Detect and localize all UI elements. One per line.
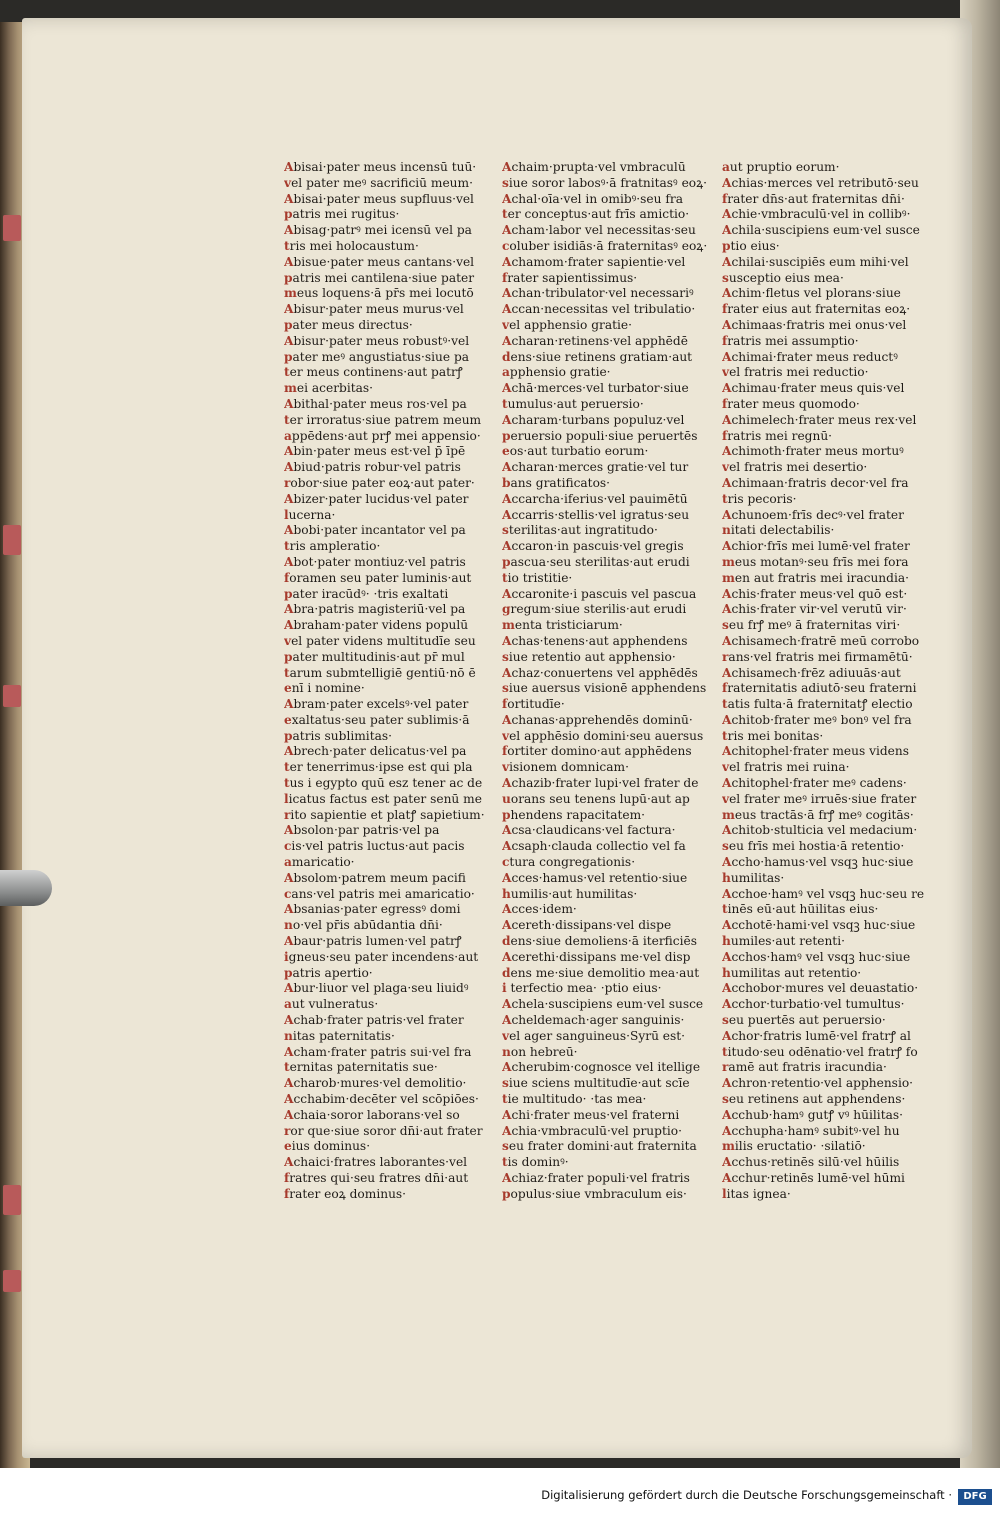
- text-line: pater meꝰ angustiatus·siue pa: [284, 349, 470, 364]
- text-line: humilitas·: [722, 870, 785, 885]
- text-line: aut vulneratus·: [284, 997, 379, 1012]
- text-line: mei acerbitas·: [284, 381, 374, 396]
- text-line: populus·siue vmbraculum eis·: [502, 1186, 687, 1201]
- text-line: Accarris·stellis·vel igratus·seu: [502, 507, 690, 522]
- text-line: Acchub·hamꝰ gutꝭ vꝰ hūilitas·: [722, 1107, 903, 1122]
- page-tab-marker: [3, 525, 21, 555]
- text-line: litas ignea·: [722, 1186, 791, 1201]
- text-line: humilis·aut humilitas·: [502, 886, 638, 901]
- text-line: meus tractās·ā frꝭ meꝰ cogitās·: [722, 807, 914, 822]
- text-line: Achitophel·frater meus videns: [722, 744, 909, 759]
- text-line: gregum·siue sterilis·aut erudi: [502, 602, 687, 617]
- text-line: Achisamech·frēz adiuuās·aut: [722, 665, 901, 680]
- text-line: Achamom·frater sapientie·vel: [502, 254, 686, 269]
- text-line: enī i nomine·: [284, 681, 365, 696]
- text-line: vel ager sanguineus·Syrū est·: [502, 1028, 686, 1043]
- text-line: Achia·vmbraculū·vel pruptio·: [502, 1123, 682, 1138]
- text-line: humiles·aut retenti·: [722, 934, 845, 949]
- text-line: Acchupha·hamꝰ subitꝰ·vel hu: [722, 1123, 900, 1138]
- text-line: Accho·hamus·vel vsqꝫ huc·siue: [722, 855, 914, 870]
- text-line: Achitophel·frater meꝰ cadens·: [722, 776, 907, 791]
- text-line: Achunoem·frīs decꝰ·vel frater: [722, 507, 904, 522]
- text-line: Absolon·par patris·vel pa: [284, 823, 440, 838]
- dfg-logo: DFG: [958, 1489, 992, 1505]
- text-line: Achimelech·frater meus rex·vel: [722, 412, 917, 427]
- text-line: humilitas aut retentio·: [722, 965, 862, 980]
- text-line: tus i egypto quū esz tener ac de: [284, 776, 483, 791]
- text-line: cis·vel patris luctus·aut pacis: [284, 839, 465, 854]
- text-line: ctura congregationis·: [502, 855, 636, 870]
- text-line: tatis fulta·ā fraternitatꝭ electio: [722, 697, 913, 712]
- text-line: patris mei cantilena·siue pater: [284, 270, 475, 285]
- text-line: Achaz·conuertens vel apphēdēs: [502, 665, 698, 680]
- text-line: sterilitas·aut ingratitudo·: [502, 523, 658, 538]
- text-line: Achis·frater vir·vel verutū vir·: [722, 602, 907, 617]
- page-tab-marker: [3, 215, 21, 241]
- text-line: Accarcha·iferius·vel pauimētū: [502, 491, 688, 506]
- text-line: Achitob·stulticia vel medacium·: [722, 823, 918, 838]
- text-line: Achimai·frater meus reductꝰ: [722, 349, 898, 364]
- text-line: Achisamech·fratrē meū corrobo: [722, 633, 920, 648]
- text-line: ptio eius·: [722, 238, 780, 253]
- text-line: Achan·tribulator·vel necessariꝰ: [502, 286, 694, 301]
- text-line: Achas·tenens·aut apphendens: [502, 633, 688, 648]
- text-line: siue auersus visionē apphendens: [502, 681, 707, 696]
- text-line: Acchor·turbatio·vel tumultus·: [722, 997, 905, 1012]
- text-line: seu frater domini·aut fraternita: [502, 1139, 697, 1154]
- text-line: fortitudīe·: [502, 697, 565, 712]
- text-line: Achaia·soror laborans·vel so: [284, 1107, 460, 1122]
- text-line: robor·siue pater eoꝝ·aut pater·: [284, 475, 475, 490]
- text-line: Accaronite·i pascuis vel pascua: [502, 586, 697, 601]
- text-line: tis dominꝰ·: [502, 1155, 569, 1170]
- text-line: aut pruptio eorum·: [722, 160, 840, 174]
- text-line: vel fratris mei desertio·: [722, 460, 868, 475]
- text-line: fratris mei assumptio·: [722, 333, 859, 348]
- text-line: meus loquens·ā pr̄s mei locutō: [284, 286, 474, 301]
- text-column-left: [284, 160, 499, 1203]
- text-line: Achanas·apprehendēs dominū·: [502, 712, 693, 727]
- text-line: Achal·oīa·vel in omibꝰ·seu fra: [502, 191, 683, 206]
- text-line: Abiud·patris robur·vel patris: [284, 460, 461, 475]
- footer-credit: Digitalisierung gefördert durch die Deutsche Forschungsgemeinschaft ·: [541, 1488, 952, 1502]
- text-line: frater eoꝝ dominus·: [284, 1186, 407, 1201]
- text-line: Acharob·mures·vel demolitio·: [284, 1076, 467, 1091]
- text-line: Absolom·patrem meum pacifi: [284, 870, 466, 885]
- text-line: Achimoth·frater meus mortuꝰ: [722, 444, 904, 459]
- text-line: Acerethi·dissipans me·vel disp: [502, 949, 691, 964]
- text-line: Acsa·claudicans·vel factura·: [502, 823, 676, 838]
- text-line: frater sapientissimus·: [502, 270, 638, 285]
- text-line: Abur·liuor vel plaga·seu liuidꝰ: [284, 981, 469, 996]
- page-tab-marker: [3, 685, 21, 707]
- text-line: Achiaz·frater populi·vel fratris: [502, 1171, 690, 1185]
- text-line: vel frater meꝰ irruēs·siue frater: [722, 791, 917, 806]
- text-line: Achias·merces vel retributō·seu: [722, 175, 919, 190]
- text-line: no·vel pr̄is abūdantia dn̄i·: [284, 918, 443, 933]
- text-line: Abithal·pater meus ros·vel pa: [284, 396, 467, 411]
- text-line: ter conceptus·aut frīs amictio·: [502, 207, 690, 222]
- text-line: seu puertēs aut peruersio·: [722, 1013, 886, 1028]
- text-line: Abin·pater meus est·vel p̄ īpē: [284, 444, 466, 459]
- text-line: seu frīs mei hostia·ā retentio·: [722, 839, 905, 854]
- book-clip: [0, 870, 52, 906]
- text-line: fratres qui·seu fratres dn̄i·aut: [284, 1171, 469, 1185]
- text-line: susceptio eius mea·: [722, 270, 844, 285]
- text-line: Acharan·merces gratie·vel tur: [502, 460, 689, 475]
- text-line: Abisai·pater meus supfluus·vel: [284, 191, 474, 206]
- text-line: Achitob·frater meꝰ bonꝰ vel fra: [722, 712, 912, 727]
- text-line: Abrech·pater delicatus·vel pa: [284, 744, 467, 759]
- text-line: fraternitatis adiutō·seu fraterni: [722, 681, 917, 696]
- text-line: Achela·suscipiens eum·vel susce: [502, 997, 704, 1012]
- text-line: foramen seu pater luminis·aut: [284, 570, 472, 585]
- text-line: Achila·suscipiens eum·vel susce: [722, 223, 920, 238]
- text-line: Abisag·patrꝰ mei icensū vel pa: [284, 223, 472, 238]
- text-line: Acharan·retinens·vel apphēdē: [502, 333, 688, 348]
- text-line: coluber isidiās·ā fraternitasꝰ eoꝝ·: [502, 238, 708, 253]
- text-line: Achazib·frater lupi·vel frater de: [502, 776, 699, 791]
- text-line: eius dominus·: [284, 1139, 371, 1154]
- text-line: Abaur·patris lumen·vel patrꝭ: [284, 934, 462, 949]
- page-tab-marker: [3, 1185, 21, 1215]
- text-line: Acham·frater patris sui·vel fra: [284, 1044, 472, 1059]
- text-column-middle: [502, 160, 717, 1203]
- text-line: Acham·labor vel necessitas·seu: [502, 223, 696, 238]
- text-line: ror que·siue soror dn̄i·aut frater: [284, 1123, 483, 1138]
- text-line: Achim·fletus vel plorans·siue: [722, 286, 901, 301]
- text-line: Absanias·pater egressꝰ domi: [284, 902, 461, 917]
- text-line: dens·siue retinens gratiam·aut: [502, 349, 693, 364]
- text-line: Achab·frater patris·vel frater: [284, 1013, 464, 1028]
- text-line: seu frꝭ meꝰ ā fraternitas viri·: [722, 618, 901, 633]
- text-line: titudo·seu odēnatio·vel fratrꝭ fo: [722, 1044, 918, 1059]
- text-line: Acharam·turbans populuz·vel: [502, 412, 685, 427]
- text-line: dens·siue demoliens·ā iterficiēs: [502, 934, 697, 949]
- text-line: ter irroratus·siue patrem meum: [284, 412, 482, 427]
- text-line: Achaici·fratres laborantes·vel: [284, 1155, 468, 1170]
- text-line: rito sapientie et platꝭ sapietium·: [284, 807, 485, 822]
- text-line: ter tenerrimus·ipse est qui pla: [284, 760, 473, 775]
- text-line: vel apphensio gratie·: [502, 317, 632, 332]
- text-line: igneus·seu pater incendens·aut: [284, 949, 479, 964]
- text-line: Acces·idem·: [502, 902, 577, 917]
- text-line: ter meus continens·aut patrꝭ: [284, 365, 463, 380]
- text-line: Accan·necessitas vel tribulatio·: [502, 302, 696, 317]
- text-line: Acherubim·cognosce vel itellige: [502, 1060, 701, 1075]
- text-line: Acsaph·clauda collectio vel fa: [502, 839, 686, 854]
- text-line: fortiter domino·aut apphēdens: [502, 744, 692, 759]
- text-line: rans·vel fratris mei firmamētū·: [722, 649, 913, 664]
- text-line: siue retentio aut apphensio·: [502, 649, 676, 664]
- text-line: vel fratris mei reductio·: [722, 365, 869, 380]
- footer-bar: [0, 1468, 1000, 1516]
- text-line: Acereth·dissipans·vel dispe: [502, 918, 672, 933]
- text-line: vel pater meꝰ sacrificiū meum·: [284, 175, 473, 190]
- text-line: Abisur·pater meus murus·vel: [284, 302, 464, 317]
- text-line: Achā·merces·vel turbator·siue: [502, 381, 689, 396]
- text-line: vel apphēsio domini·seu auersus: [502, 728, 704, 743]
- text-line: Acchabim·decēter vel scōpiōes·: [284, 1092, 479, 1107]
- text-line: patris mei rugitus·: [284, 207, 400, 222]
- text-line: Achimaan·fratris decor·vel fra: [722, 475, 909, 490]
- text-line: frater eius aut fraternitas eoꝝ·: [722, 302, 911, 317]
- page-tab-marker: [3, 1270, 21, 1292]
- text-line: nitas paternitatis·: [284, 1028, 395, 1043]
- text-line: Acchur·retinēs lumē·vel hūmi: [722, 1171, 905, 1185]
- text-line: Abisur·pater meus robustꝰ·vel: [284, 333, 470, 348]
- text-line: Abizer·pater lucidus·vel pater: [284, 491, 469, 506]
- text-line: non hebreū·: [502, 1044, 578, 1059]
- text-line: Achis·frater meus·vel quō est·: [722, 586, 908, 601]
- text-line: Achron·retentio·vel apphensio·: [722, 1076, 914, 1091]
- text-line: Acchos·hamꝰ vel vsqꝫ huc·siue: [722, 949, 911, 964]
- text-line: tinēs eū·aut hūilitas eius·: [722, 902, 879, 917]
- text-line: tris pecoris·: [722, 491, 797, 506]
- text-line: cans·vel patris mei amaricatio·: [284, 886, 475, 901]
- text-line: patris sublimitas·: [284, 728, 392, 743]
- text-line: Abot·pater montiuz·vel patris: [284, 554, 466, 569]
- text-line: licatus factus est pater senū me: [284, 791, 482, 806]
- text-line: menta tristiciarum·: [502, 618, 623, 633]
- text-line: nitati delectabilis·: [722, 523, 835, 538]
- text-line: lucerna·: [284, 507, 336, 522]
- text-line: phendens rapacitatem·: [502, 807, 646, 822]
- text-line: tumulus·aut peruersio·: [502, 396, 644, 411]
- text-line: dens me·siue demolitio mea·aut: [502, 965, 700, 980]
- text-line: Acheldemach·ager sanguinis·: [502, 1013, 685, 1028]
- text-line: vel pater videns multitudīe seu: [284, 633, 476, 648]
- text-line: Achi·frater meus·vel fraterni: [502, 1107, 680, 1122]
- text-line: amaricatio·: [284, 855, 355, 870]
- text-line: Acchus·retinēs silū·vel hūilis: [722, 1155, 900, 1170]
- text-line: exaltatus·seu pater sublimis·ā: [284, 712, 470, 727]
- text-line: Accaron·in pascuis·vel gregis: [502, 539, 684, 554]
- text-line: frater dn̄s·aut fraternitas dn̄i·: [722, 191, 905, 206]
- text-line: eos·aut turbatio eorum·: [502, 444, 649, 459]
- text-line: ramē aut fratris iracundia·: [722, 1060, 887, 1075]
- text-line: Achimau·frater meus quis·vel: [722, 381, 905, 396]
- text-line: Achior·frīs mei lumē·vel frater: [722, 539, 910, 554]
- text-line: Achor·fratris lumē·vel fratrꝭ al: [722, 1028, 911, 1043]
- text-line: tris ampleratio·: [284, 539, 381, 554]
- text-line: apphensio gratie·: [502, 365, 611, 380]
- text-line: Abisue·pater meus cantans·vel: [284, 254, 475, 269]
- text-line: tie multitudo· ·tas mea·: [502, 1092, 647, 1107]
- text-line: i terfectio mea· ·ptio eius·: [502, 981, 662, 996]
- text-line: tarum submtelligiē gentiū·nō ē: [284, 665, 476, 680]
- text-line: pater meus directus·: [284, 317, 413, 332]
- text-line: visionem domnicam·: [502, 760, 629, 775]
- text-line: patris apertio·: [284, 965, 373, 980]
- text-line: seu retinens aut apphendens·: [722, 1092, 906, 1107]
- text-line: Acchotē·hami·vel vsqꝫ huc·siue: [722, 918, 916, 933]
- text-line: pater iracūdꝰ· ·tris exaltati: [284, 586, 449, 601]
- text-line: tris mei holocaustum·: [284, 238, 419, 253]
- text-line: Abisai·pater meus incensū tuū·: [284, 160, 477, 174]
- text-line: Acchobor·mures vel deuastatio·: [722, 981, 919, 996]
- text-line: milis eructatio· ·silatiō·: [722, 1139, 866, 1154]
- text-line: Achimaas·fratris mei onus·vel: [722, 317, 907, 332]
- text-line: pascua·seu sterilitas·aut erudi: [502, 554, 690, 569]
- text-line: Acces·hamus·vel retentio·siue: [502, 870, 688, 885]
- text-line: Achie·vmbraculū·vel in collibꝰ·: [722, 207, 911, 222]
- text-line: pater multitudinis·aut pr̄ mul: [284, 649, 465, 664]
- text-line: bans gratificatos·: [502, 475, 611, 490]
- text-line: appēdens·aut prꝭ mei appensio·: [284, 428, 481, 443]
- text-line: Acchoe·hamꝰ vel vsqꝫ huc·seu re: [722, 886, 925, 901]
- text-line: Abram·pater excelsꝰ·vel pater: [284, 697, 469, 712]
- text-line: peruersio populi·siue peruertēs: [502, 428, 698, 443]
- text-line: tio tristitie·: [502, 570, 573, 585]
- text-line: siue soror labosꝰ·ā fratnitasꝰ eoꝝ·: [502, 175, 708, 190]
- text-line: Achaim·prupta·vel vmbraculū: [502, 160, 686, 174]
- text-line: vel fratris mei ruina·: [722, 760, 850, 775]
- text-line: tris mei bonitas·: [722, 728, 824, 743]
- text-line: frater meus quomodo·: [722, 396, 860, 411]
- text-line: Abra·patris magisteriū·vel pa: [284, 602, 466, 617]
- text-column-right: [722, 160, 937, 1203]
- text-line: meus motanꝰ·seu frīs mei fora: [722, 554, 909, 569]
- text-line: siue sciens multitudīe·aut scīe: [502, 1076, 690, 1091]
- text-line: Achilai·suscipiēs eum mihi·vel: [722, 254, 909, 269]
- text-line: men aut fratris mei iracundia·: [722, 570, 909, 585]
- text-line: ternitas paternitatis sue·: [284, 1060, 438, 1075]
- text-line: Abraham·pater videns populū: [284, 618, 469, 633]
- text-line: Abobi·pater incantator vel pa: [284, 523, 466, 538]
- text-line: uorans seu tenens lupū·aut ap: [502, 791, 690, 806]
- text-line: fratris mei regnū·: [722, 428, 833, 443]
